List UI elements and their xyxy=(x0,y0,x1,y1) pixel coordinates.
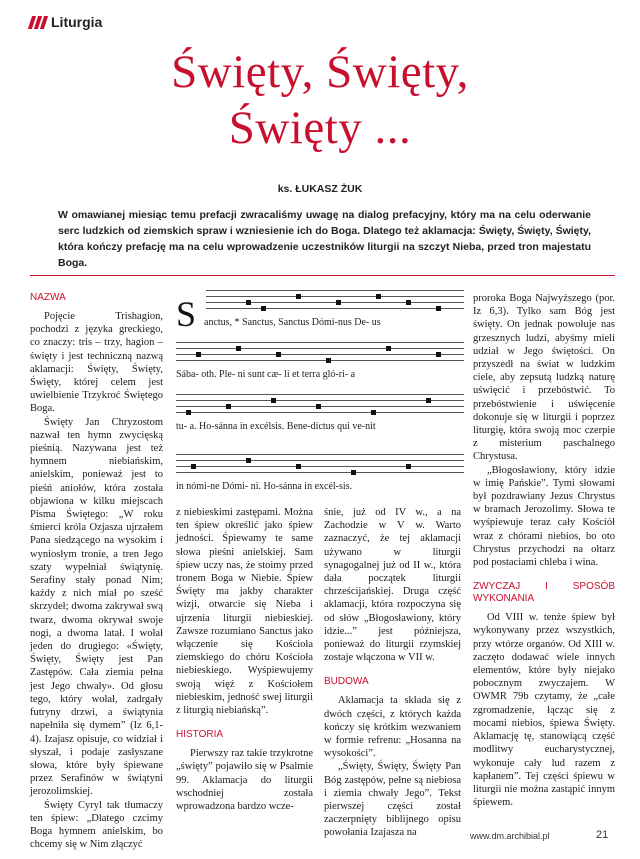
paragraph: z niebieskimi zastępami. Można ten śpiew określić jako śpiew jedności. Śpiewamy te same słowa pieśni anielskiej. Sam śpiew uczy nas, że stoimy przed tronem Boga w Niebie. Śpiew Święty ma jakby charakter wizji, otwarcie się Nieba i ujrzenia liturgii niebieskiej. Zawsze rozumiano Sanctus jako włączenie się Kościoła ziemskiego do chóru Kościoła niebieskiego. Wyśpiewujemy swoją więź z Kościołem niebieskim, jedność swej liturgii z liturgią niebiańską”. xyxy=(176,507,313,717)
heading-historia: HISTORIA xyxy=(176,729,224,741)
paragraph: Pierwszy raz takie trzykrotne „święty” pojawiło się w Psalmie 99. Aklamacja do liturgii wschodniej została wprowadzona bardzo wcze- xyxy=(176,748,313,813)
chant-lyric: tu- a. Ho-sánna in excélsis. Bene-díctus qui ve-nit xyxy=(176,421,376,432)
chant-staff xyxy=(206,290,464,316)
section-bars-icon xyxy=(30,16,46,29)
chant-notation xyxy=(176,290,464,502)
chant-lyric: Sába- oth. Ple- ni sunt cæ- li et terra gló-ri- a xyxy=(176,369,356,380)
paragraph: Święty Cyryl tak tłumaczy ten śpiew: „Dlatego czcimy Boga hymnem anielskim, bo chcemy się w Nim złączyć xyxy=(30,799,163,851)
paragraph: Aklamacja ta składa się z dwóch części, z których każda kończy się krótkim wezwaniem w formie refrenu: „Hosanna na wysokości”. xyxy=(324,695,461,760)
column-3 xyxy=(324,506,461,840)
paragraph: Święty Jan Chryzostom nazwał ten hymn zwycięską pieśnią. Nazywana jest też hymnem niebiańskim, anielskim, ponieważ jest to pieśń aniołów, która została objawiona w kilku miejscach Pisma Świętego: „W roku śmierci króla Ozjasza ujrzałem Pana siedzącego na wysokim i wyniosłym tronie, a tren Jego szaty wypełniał świątynię. Serafiny stały ponad Nim; każdy z nich miał po sześć skrzydeł; dwoma zakrywał swą twarz, dwoma okrywał swoje nogi, a dwoma latał. I wołał jeden do drugiego: «Święty, Święty, Święty jest Pan Zastępów. Cała ziemia pełna jest Jego chwały». Od głosu tego, który wołał, zadrgały futryny drzwi, a świątynia napełniła się dymem” (Iz 6,1-4). Izajasz opisuje, co widział i słyszał, i podaje zasłyszane słowa, które były śpiewane przez Serafinów w świątyni jerozolimskiej. xyxy=(30,416,163,798)
footer-url[interactable]: www.dm.archibial.pl xyxy=(470,831,550,841)
article-author: ks. ŁUKASZ ŻUK xyxy=(277,183,363,195)
title-line-1: Święty, Święty, xyxy=(171,46,469,98)
chant-staff xyxy=(176,394,464,420)
chant-dropcap: S xyxy=(176,294,197,334)
paragraph: Pojęcie Trishagion, pochodzi z języka greckiego, co znaczy: tris – trzy, hagion – święty i jest techniczną nazwą aklamacji: Święty, Święty, Święty, której celem jest uwielbienie Trzykroć Świętego Boga. xyxy=(30,311,163,415)
chant-lyric: anctus, * Sanctus, Sanctus Dómi-nus De- us xyxy=(204,317,381,328)
paragraph: „Błogosławiony, który idzie w imię Pańskie”. Tymi słowami był pozdrawiany Jezus Chrystus w bramach Jerozolimy. Słowa te wyśpiewuje teraz cały Kościół wraz z chórami niebios, bo oto Chrystus przychodzi na ołtarz pod postaciami chleba i wina. xyxy=(473,464,615,569)
chant-lyric: in nómi-ne Dómi- ni. Ho-sánna in excél-sis. xyxy=(176,481,353,492)
paragraph: Od VIII w. tenże śpiew był wykonywany przez wszystkich, przy wtórze organów. Od XIII w. zaczęto dodawać wiele innych elementów, które były niejako pobocznym zwyczajem. W OWMR 79b czytamy, że „całe zgromadzenie, łącząc się z mocami niebios, śpiewa Święty. Aklamację tę, stanowiącą część modlitwy eucharystycznej, wykonuje cały lud razem z kapłanem”. Tej części śpiewu w liturgii nie można zastąpić innym śpiewem. xyxy=(473,612,615,809)
heading-budowa: BUDOWA xyxy=(324,676,369,688)
divider xyxy=(30,275,615,276)
article-title xyxy=(0,44,640,156)
paragraph: śnie, już od IV w., a na Zachodzie w V w. Warto zaznaczyć, że tej aklamacji używano w liturgii synagogalnej już od II w., która dała początek liturgii chrześcijańskiej. Druga część aklamacji, która rozpoczyna się od słów „Błogosławiony, który idzie...” jest późniejsza, ponieważ do liturgii rzymskiej zostaje włączona w VII w. xyxy=(324,507,461,664)
heading-zwyczaj: ZWYCZAJ I SPOSÓB WYKONANIA xyxy=(473,581,615,605)
column-4 xyxy=(473,292,615,809)
paragraph: „Święty, Święty, Święty Pan Bóg zastępów, pełne są niebiosa i ziemia chwały Jego”. Tekst pierwszej części został zaczerpnięty biblijnego opisu powołania Izajasza na xyxy=(324,761,461,839)
heading-nazwa: NAZWA xyxy=(30,292,66,303)
page-number: 21 xyxy=(596,829,609,841)
chant-staff xyxy=(176,454,464,480)
section-label: Liturgia xyxy=(51,14,103,30)
column-1 xyxy=(30,292,163,851)
paragraph: proroka Boga Najwyższego (por. Iz 6,3). Tylko sam Bóg jest święty. On jednak powołuje nas grzesznych ludzi, abyśmy mieli udział w Jego świętości. On przyszedł na świat w ludzkim ciele, aby zepsutą ludzką naturę uświęcić i przebóstwić. To przebóstwienie i uświęcenie dokonuje się w liturgii i poprzez liturgię, która swoją moc czerpie z misterium paschalnego Chrystusa. xyxy=(473,293,615,463)
article-lead: W omawianej miesiąc temu prefacji zwracaliśmy uwagę na dialog prefacyjny, który ma na celu oderwanie serc ludzkich od ziemskich spraw i wzniesienie ich do Boga. Dlatego też aklamacja: Święty, Święty, Święty, która kończy prefację ma na celu wprowadzenie uczestników liturgii na szczyt Nieba, przed tron majestatu Boga. xyxy=(58,209,591,269)
column-2 xyxy=(176,506,313,813)
chant-staff xyxy=(176,342,464,368)
title-line-2: Święty ... xyxy=(228,102,412,154)
section-tag xyxy=(30,14,102,30)
